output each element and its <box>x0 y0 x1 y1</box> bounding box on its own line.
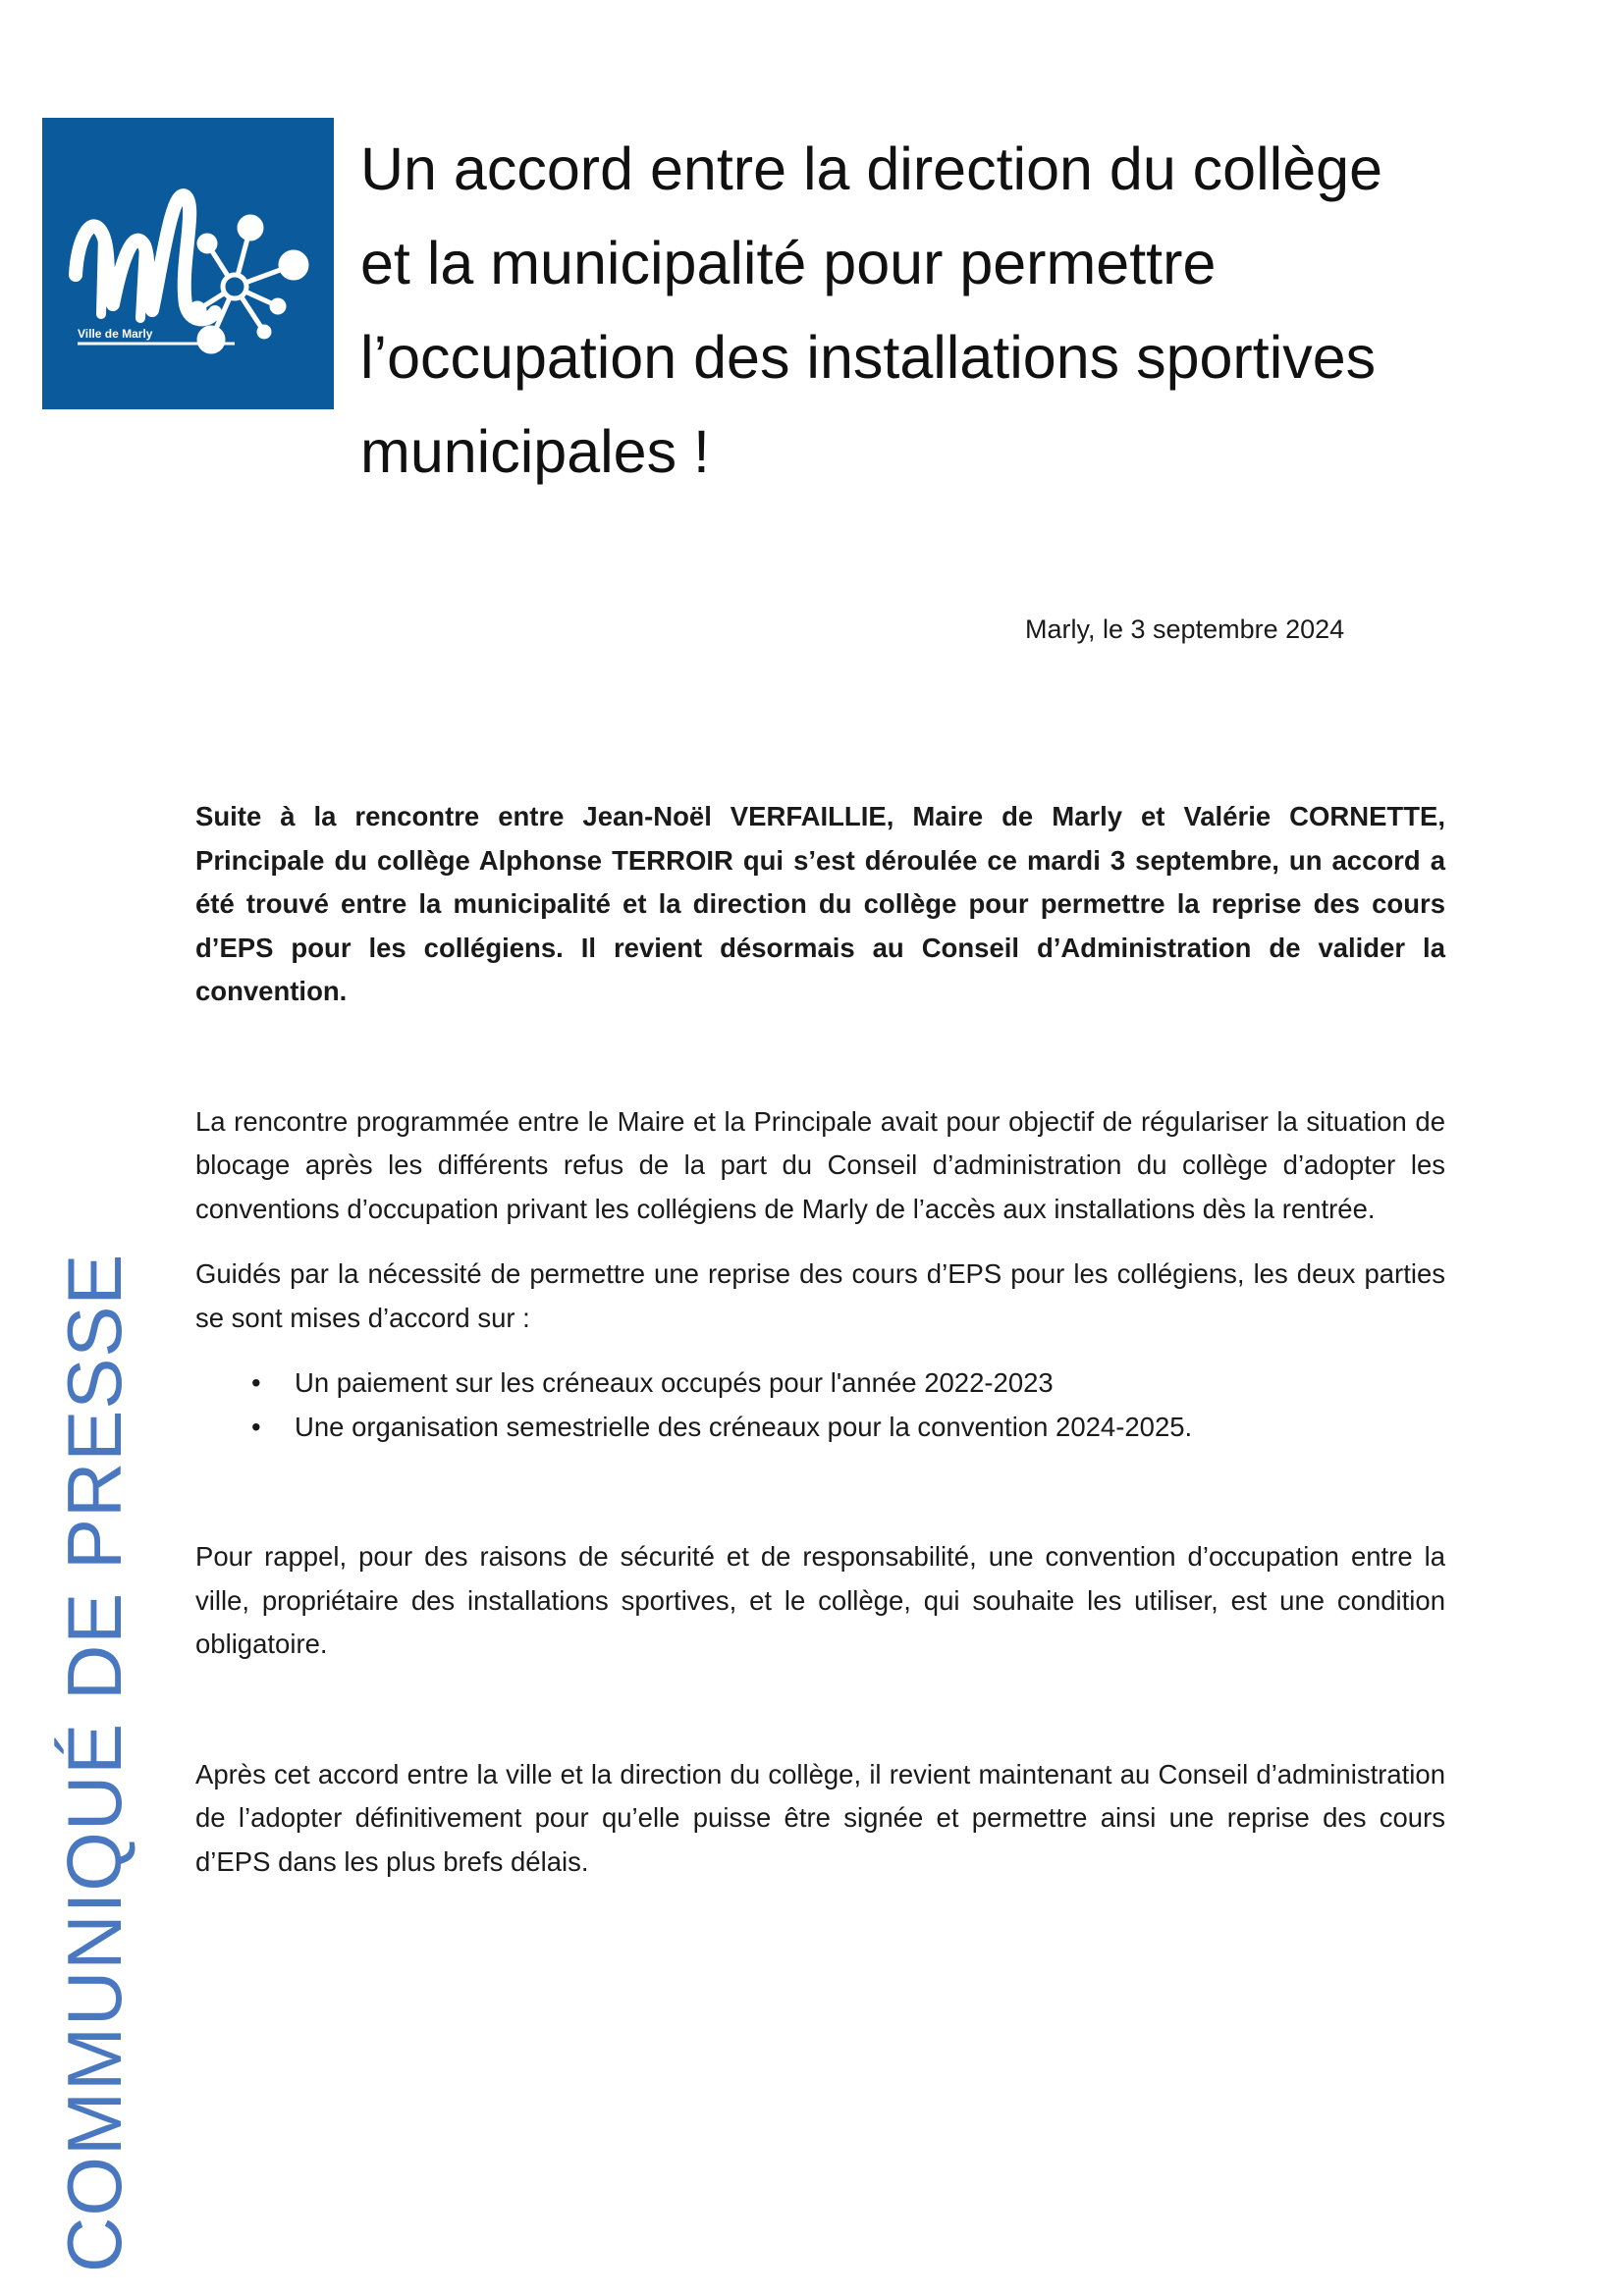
lead-paragraph: Suite à la rencontre entre Jean-Noël VERFAILLIE, Maire de Marly et Valérie CORNETTE, Principale du collège Alphonse TERROIR qui s’est déroulée ce mardi 3 septembre, un accord a été trouvé entre la municipalité et la direction du collège pour permettre la reprise des cours d’EPS pour les collégiens. Il revient désormais au Conseil d’Administration de valider la convention. <box>195 801 1445 1006</box>
press-release-body <box>195 795 1445 1884</box>
page-title: Un accord entre la direction du collège et la municipalité pour permettre l’occupation des installations sportives municipales ! <box>360 135 1382 485</box>
logo-emblem-icon <box>42 118 334 409</box>
agreement-list <box>195 1362 1445 1449</box>
list-item-text: Un paiement sur les créneaux occupés pour l'année 2022-2023 <box>295 1367 1054 1398</box>
body-paragraph: La rencontre programmée entre le Maire et la Principale avait pour objectif de régulariser la situation de blocage après les différents refus de la part du Conseil d’administration du collège d’adopter les conventions d’occupation privant les collégiens de Marly de l’accès aux installations dès la rentrée. <box>195 1105 1445 1224</box>
list-item <box>195 1362 1445 1406</box>
side-label-communique: COMMUNIQUÉ DE PRESSE <box>51 1253 137 2272</box>
body-paragraph: Après cet accord entre la ville et la direction du collège, il revient maintenant au Conseil d’administration de l’adopter définitivement pour qu’elle puisse être signée et permettre ainsi une reprise des cours d’EPS dans les plus brefs délais. <box>195 1758 1445 1877</box>
bullet-icon: • <box>251 1367 261 1398</box>
bullet-icon: • <box>251 1411 261 1442</box>
body-paragraph: Guidés par la nécessité de permettre une reprise des cours d’EPS pour les collégiens, les deux parties se sont mises d’accord sur : <box>195 1258 1445 1333</box>
list-item-text: Une organisation semestrielle des créneaux pour la convention 2024-2025. <box>295 1411 1193 1442</box>
logo-caption: Ville de Marly <box>78 327 153 341</box>
press-date: Marly, le 3 septembre 2024 <box>1025 614 1345 644</box>
body-paragraph: Pour rappel, pour des raisons de sécurité et de responsabilité, une convention d’occupation entre la ville, propriétaire des installations sportives, et le collège, qui souhaite les utiliser, est une condition obligatoire. <box>195 1541 1445 1659</box>
ville-de-marly-logo <box>42 118 334 409</box>
list-item <box>195 1406 1445 1450</box>
